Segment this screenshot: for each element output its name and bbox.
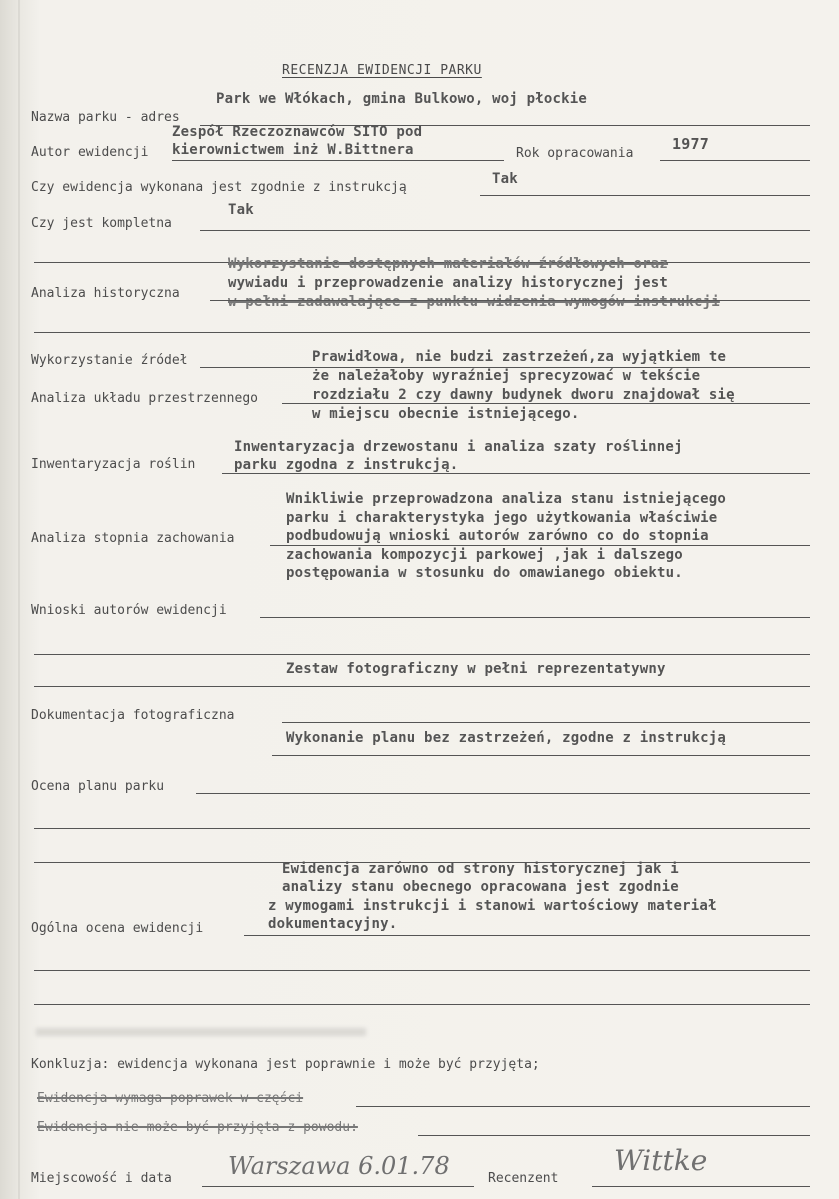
overall-text-line2: analizy stanu obecnego opracowana jest zgodnie	[282, 879, 679, 895]
complete-line	[200, 230, 810, 231]
park-name-value: Park we Włókach, gmina Bulkowo, woj płockie	[216, 91, 588, 107]
smudge	[36, 1028, 366, 1036]
photo-label: Dokumentacja fotograficzna	[31, 708, 235, 723]
reviewer-signature: Wittke	[614, 1144, 708, 1177]
historical-bottom-line	[34, 332, 810, 333]
photo-line	[282, 722, 810, 723]
park-name-label: Nazwa parku - adres	[31, 110, 180, 125]
place-line	[202, 1186, 474, 1187]
overall-line-2	[34, 970, 810, 971]
year-label: Rok opracowania	[516, 146, 634, 161]
preservation-text-line1: Wnikliwie przeprowadzona analiza stanu istniejącego	[286, 491, 727, 507]
plan-value: Wykonanie planu bez zastrzeżeń, zgodne z instrukcją	[286, 730, 727, 746]
photo-value: Zestaw fotograficzny w pełni reprezentatywny	[286, 661, 666, 677]
plants-text-line1: Inwentaryzacja drzewostanu i analiza szaty roślinnej	[234, 439, 683, 455]
paper-fold	[18, 0, 20, 1199]
author-label: Autor ewidencji	[31, 145, 149, 160]
historical-text-line1: Wykorzystanie dostępnych materiałów źródłowych oraz	[228, 256, 669, 272]
preservation-line	[270, 545, 810, 546]
historical-line	[210, 300, 810, 301]
overall-line-3	[34, 1004, 810, 1005]
conclusion-rejected: Ewidencja nie może być przyjęta z powodu:	[37, 1120, 358, 1135]
year-line	[660, 160, 810, 161]
place-date-handwritten: Warszawa 6.01.78	[228, 1152, 450, 1180]
instruction-label: Czy ewidencja wykonana jest zgodnie z instrukcją	[31, 180, 407, 195]
spatial-analysis-label: Analiza układu przestrzennego	[31, 391, 258, 406]
plan-line-2	[34, 828, 810, 829]
preservation-text-line5: postępowania w stosunku do omawianego obiektu.	[286, 565, 683, 581]
historical-label: Analiza historyczna	[31, 286, 180, 301]
spatial-analysis-line	[282, 403, 810, 404]
preservation-text-line4: zachowania kompozycji parkowej ,jak i dalszego	[286, 547, 683, 563]
historical-text-line2: wywiadu i przeprowadzenie analizy historycznej jest	[228, 275, 669, 291]
preservation-text-line2: parku i charakterystyka jego użytkowania właściwie	[286, 510, 718, 526]
place-label: Miejscowość i data	[31, 1171, 172, 1186]
complete-label: Czy jest kompletna	[31, 216, 172, 231]
photo-upper-line	[34, 686, 810, 687]
author-value-line2: kierownictwem inż W.Bittnera	[172, 142, 414, 158]
historical-text-line3: w pełni zadawalające z punktu widzenia wymogów instrukcji	[228, 294, 720, 310]
document-title: RECENZJA EWIDENCJI PARKU	[282, 63, 482, 78]
overall-label: Ogólna ocena ewidencji	[31, 921, 204, 936]
plan-label: Ocena planu parku	[31, 779, 165, 794]
plants-label: Inwentaryzacja roślin	[31, 457, 196, 472]
sources-label: Wykorzystanie źródeł	[31, 353, 188, 368]
author-line	[172, 160, 504, 161]
overall-text-line3: z wymogami instrukcji i stanowi wartościowy materiał	[268, 898, 717, 914]
instruction-value: Tak	[492, 171, 518, 187]
conclusion-needs-fixes: Ewidencja wymaga poprawek w części	[37, 1091, 304, 1106]
sources-text-line1: Prawidłowa, nie budzi zastrzeżeń,za wyjątkiem te	[312, 349, 727, 365]
complete-value: Tak	[228, 202, 254, 218]
sources-text-line4: w miejscu obecnie istniejącego.	[312, 406, 580, 422]
plan-line	[196, 793, 810, 794]
preservation-label: Analiza stopnia zachowania	[31, 531, 235, 546]
conclusions-line	[260, 617, 810, 618]
preservation-text-line3: podbudowują wnioski autorów zarówno co do stopnia	[286, 528, 709, 544]
author-value-line1: Zespół Rzeczoznawców SITO pod	[172, 124, 423, 140]
conclusions-line-2	[34, 654, 810, 655]
year-value: 1977	[672, 135, 709, 153]
rejected-line	[418, 1135, 810, 1136]
plan-upper-line	[272, 755, 810, 756]
conclusion-accepted: Konkluzja: ewidencja wykonana jest poprawnie i może być przyjęta;	[31, 1057, 540, 1072]
sources-text-line3: rozdziału 2 czy dawny budynek dworu znajdował się	[312, 387, 735, 403]
reviewer-label: Recenzent	[488, 1171, 559, 1186]
instruction-line	[480, 195, 810, 196]
sources-text-line2: że należałoby wyraźniej sprecyzować w tekście	[312, 368, 701, 384]
needs-fixes-line	[356, 1106, 810, 1107]
plants-line	[222, 473, 810, 474]
overall-text-line4: dokumentacyjny.	[268, 916, 398, 932]
reviewer-line	[592, 1186, 810, 1187]
overall-line	[244, 935, 810, 936]
plants-text-line2: parku zgodna z instrukcją.	[234, 457, 459, 473]
overall-text-line1: Ewidencja zarówno od strony historycznej jak i	[282, 861, 679, 877]
conclusions-label: Wnioski autorów ewidencji	[31, 603, 227, 618]
